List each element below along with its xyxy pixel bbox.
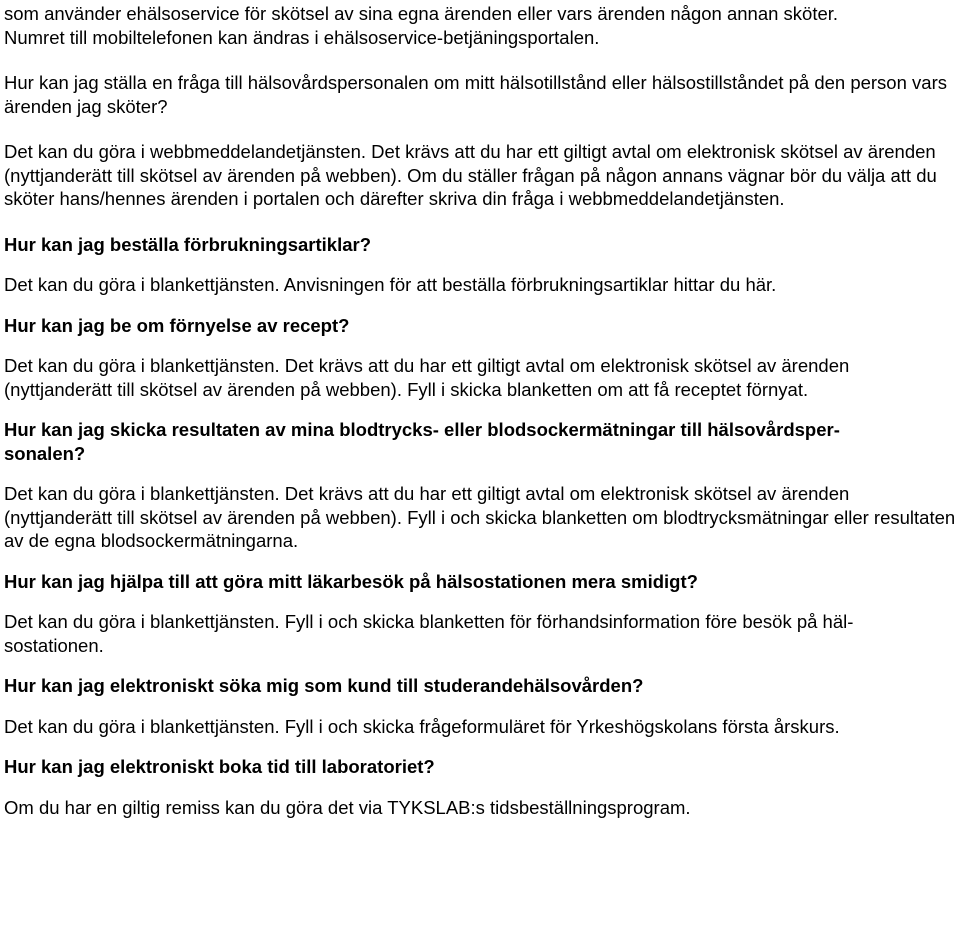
answer-6: Det kan du göra i blankettjänsten. Fyll i och skicka frågeformuläret för Yrkeshögskolans första årskurs. <box>4 715 840 737</box>
question-1: Hur kan jag ställa en fråga till hälsovårdspersonalen om mitt hälsotillstånd eller hälsostillståndet på den person vars ärenden jag sköter? <box>4 72 947 117</box>
intro-paragraph <box>4 2 956 49</box>
answer-5-line-2: sostationen. <box>4 634 104 656</box>
answer-5 <box>4 610 956 657</box>
question-6: Hur kan jag elektroniskt söka mig som kund till studerandehälsovården? <box>4 675 644 696</box>
answer-2: Det kan du göra i blankettjänsten. Anvisningen för att beställa förbrukningsartiklar hittar du här. <box>4 274 777 295</box>
question-3: Hur kan jag be om förnyelse av recept? <box>4 314 350 336</box>
answer-4: Det kan du göra i blankettjänsten. Det krävs att du har ett giltigt avtal om elektronisk skötsel av ärenden (nyttjanderätt till skötsel av ärenden på webben). Fyll i och skicka blanketten om blodtrycksmätningar eller resultaten av de egna blodsockermätningarna. <box>4 483 956 551</box>
question-4-line-2: sonalen? <box>4 442 86 464</box>
intro-line-2: Numret till mobiltelefonen kan ändras i ehälsoservice-betjäningsportalen. <box>4 26 600 48</box>
question-5: Hur kan jag hjälpa till att göra mitt läkarbesök på hälsostationen mera smidigt? <box>4 570 698 592</box>
question-4-line-1: Hur kan jag skicka resultaten av mina blodtrycks- eller blodsockermätningar till hälsovårdsper- <box>4 419 840 440</box>
answer-7: Om du har en giltig remiss kan du göra det via TYKSLAB:s tidsbeställningsprogram. <box>4 796 691 818</box>
question-4 <box>4 418 956 465</box>
question-2: Hur kan jag beställa förbrukningsartiklar? <box>4 233 372 255</box>
answer-1-text: Det kan du göra i webbmeddelandetjänsten. Det krävs att du har ett giltigt avtal om elektronisk skötsel av ärenden (nyttjanderätt till skötsel av ärenden på webben). Om du ställer frågan på någon annans vägnar bör du välja att du sköter hans/hennes ärenden i portalen och därefter skriva din fråga i webbmeddelandetjänsten. <box>4 141 937 209</box>
answer-1 <box>4 140 956 211</box>
intro-line-1: som använder ehälsoservice för skötsel av sina egna ärenden eller vars ärenden någon annan sköter. <box>4 3 839 24</box>
document-page <box>4 0 956 836</box>
answer-5-line-1: Det kan du göra i blankettjänsten. Fyll i och skicka blanketten för förhandsinformation före besök på häl- <box>4 611 854 632</box>
question-7: Hur kan jag elektroniskt boka tid till laboratoriet? <box>4 756 435 777</box>
answer-3: Det kan du göra i blankettjänsten. Det krävs att du har ett giltigt avtal om elektronisk skötsel av ärenden (nyttjanderätt till skötsel av ärenden på webben). Fyll i skicka blanketten om att få receptet förnyat. <box>4 355 850 400</box>
